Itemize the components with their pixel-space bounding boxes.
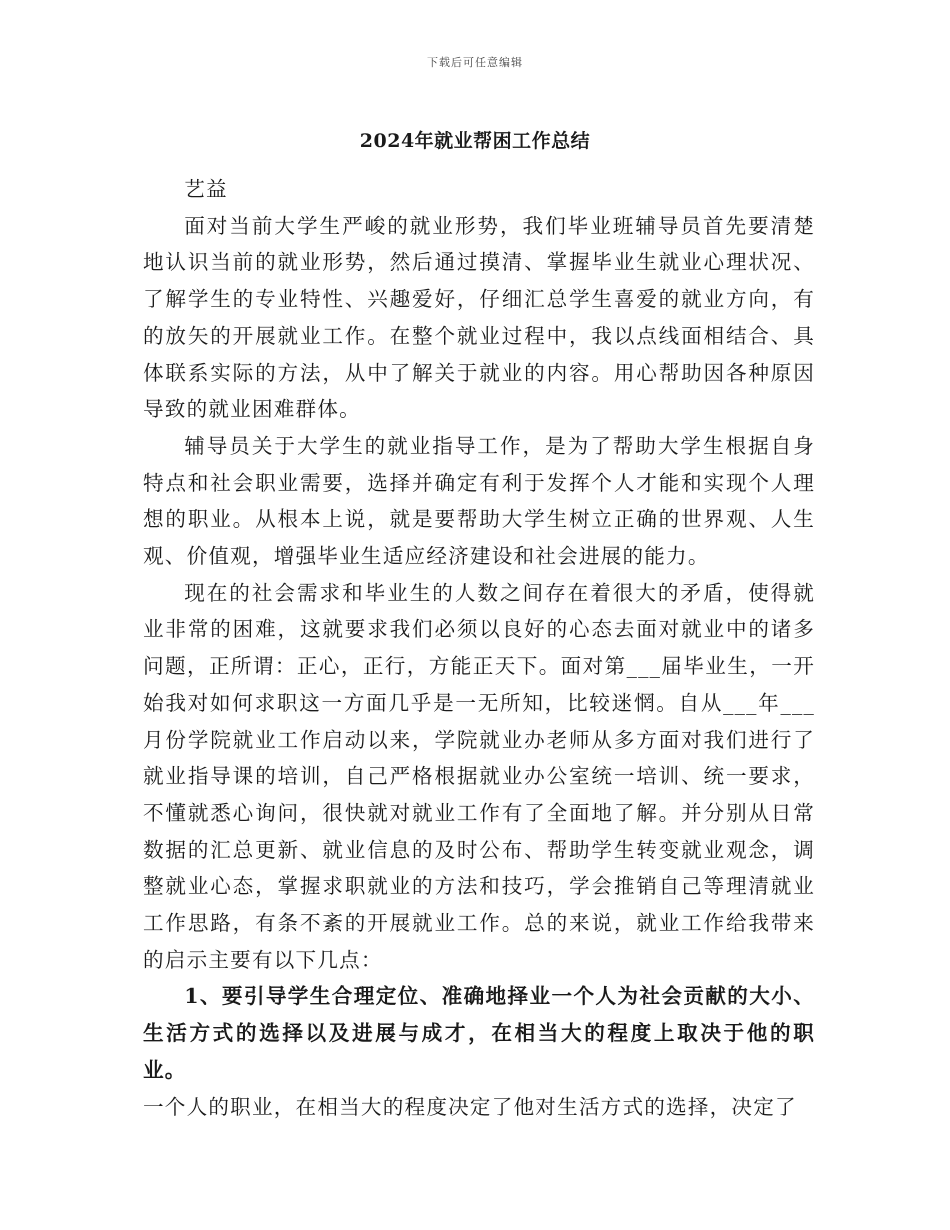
paragraph-2: 辅导员关于大学生的就业指导工作，是为了帮助大学生根据自身特点和社会职业需要，选择并确定有利于发挥个人才能和实现个人理想的职业。从根本上说，就是要帮助大学生树立正确的世界观、人生观、价值观，增强毕业生适应经济建设和社会进展的能力。 bbox=[143, 433, 815, 569]
bold-heading-paragraph: 1、要引导学生合理定位、准确地择业一个人为社会贡献的大小、生活方式的选择以及进展与成才，在相当大的程度上取决于他的职业。 bbox=[143, 984, 815, 1082]
paragraph-1: 面对当前大学生严峻的就业形势，我们毕业班辅导员首先要清楚地认识当前的就业形势，然后通过摸清、掌握毕业生就业心理状况、了解学生的专业特性、兴趣爱好，仔细汇总学生喜爱的就业方向，有的放矢的开展就业工作。在整个就业过程中，我以点线面相结合、具体联系实际的方法，从中了解关于就业的内容。用心帮助因各种原因导致的就业困难群体。 bbox=[143, 213, 815, 422]
document-body bbox=[143, 171, 815, 1125]
document-title: 2024年就业帮困工作总结 bbox=[359, 130, 591, 152]
paragraph-5: 一个人的职业，在相当大的程度决定了他对生活方式的选择，决定了 bbox=[143, 1094, 797, 1119]
author-name: 艺益 bbox=[184, 177, 228, 201]
header-note: 下载后可任意编辑 bbox=[427, 56, 523, 69]
paragraph-3: 现在的社会需求和毕业生的人数之间存在着很大的矛盾，使得就业非常的困难，这就要求我们必须以良好的心态去面对就业中的诸多问题，正所谓：正心，正行，方能正天下。面对第___届毕业生，一开始我对如何求职这一方面几乎是一无所知，比较迷惘。自从___年___月份学院就业工作启动以来，学院就业办老师从多方面对我们进行了就业指导课的培训，自己严格根据就业办公室统一培训、统一要求，不懂就悉心询问，很快就对就业工作有了全面地了解。并分别从日常数据的汇总更新、就业信息的及时公布、帮助学生转变就业观念，调整就业心态，掌握求职就业的方法和技巧，学会推销自己等理清就业工作思路，有条不紊的开展就业工作。总的来说，就业工作给我带来的启示主要有以下几点： bbox=[143, 580, 815, 972]
